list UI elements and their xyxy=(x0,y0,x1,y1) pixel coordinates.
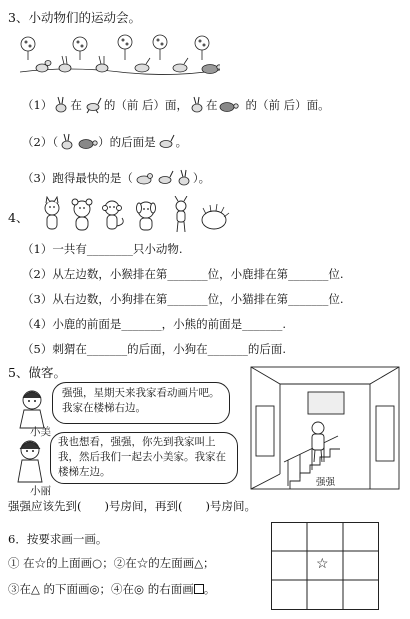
q3-s1-num: （1） xyxy=(22,98,53,112)
girl-xiaoli-figure xyxy=(12,438,48,488)
q6-line-2 xyxy=(8,581,215,597)
q4-line-2: （2）从左边数，小猴排在第_______位，小鹿排在第_______位. xyxy=(22,267,344,281)
animal-race-illustration xyxy=(20,30,220,82)
bubble-2-text: 我也想看，强强，你先到我家叫上我，然后我们一起去小美家。我家在楼梯左边。 xyxy=(58,436,226,478)
q3-s1-text2: 的（前 后）面。 xyxy=(245,98,330,112)
bubble-1-text: 强强，星期天来我家看动画片吧。我家在楼梯右边。 xyxy=(62,387,220,414)
deer-icon xyxy=(156,133,176,151)
q4-title: 4、 xyxy=(8,210,29,225)
q4-line-1: （1）一共有________只小动物. xyxy=(22,242,183,256)
q4-line-5: （5）刺猬在_______的后面，小狗在_______的后面. xyxy=(22,342,286,356)
boy-qiangqiang-label: 强强 xyxy=(316,477,336,488)
rabbit-icon xyxy=(188,96,206,114)
q3-s2 xyxy=(22,133,187,151)
q3-s3-num: （3）跑得最快的是（ xyxy=(22,171,133,185)
q3-s1 xyxy=(22,96,330,114)
q3-s3 xyxy=(22,169,210,187)
deer-icon xyxy=(82,96,104,114)
q3-s2-mid: ）的后面是 xyxy=(98,135,156,149)
q4-line-4: （4）小鹿的前面是_______，小熊的前面是_______. xyxy=(22,317,286,331)
deer-icon xyxy=(155,169,175,187)
q5-title: 5、做客。 xyxy=(8,365,66,380)
rabbit-icon xyxy=(52,96,70,114)
name-xiaomei: 小美 xyxy=(30,426,51,438)
animal-lineup-illustration xyxy=(38,196,230,236)
q6-title: 6．按要求画一画。 xyxy=(8,532,108,546)
name-xiaoli: 小丽 xyxy=(30,485,51,497)
q5-answer: 强强应该先到( )号房间，再到( )号房间。 xyxy=(8,499,256,513)
q6-line-1: ① 在☆的上面画○；②在☆的左面画△； xyxy=(8,556,215,570)
rabbit-icon xyxy=(175,169,193,187)
grid-center-star: ☆ xyxy=(316,556,329,572)
turtle-icon xyxy=(217,96,239,114)
square-symbol xyxy=(194,584,204,594)
rabbit-icon xyxy=(58,133,76,151)
q6-line-2-end: 。 xyxy=(203,582,216,596)
q3-s2-end: 。 xyxy=(175,135,188,149)
q3-s2-num: （2）（ xyxy=(22,135,59,149)
q3-s1-zai2: 在 xyxy=(205,98,218,112)
stairwell-scene xyxy=(250,366,400,490)
q3-s3-end: ）。 xyxy=(192,171,211,185)
q3-s1-zai1: 在 xyxy=(70,98,82,112)
q3-title: 3、小动物们的运动会。 xyxy=(8,10,141,25)
cat-icon xyxy=(133,169,155,187)
q4-line-3: （3）从右边数，小狗排在第_______位，小猫排在第_______位. xyxy=(22,292,344,306)
turtle-icon xyxy=(76,133,98,151)
q3-s1-text1: 的（前 后）面， xyxy=(103,98,188,112)
q6-line-2-text: ③在△ 的下面画◎；④在◎ 的右面画 xyxy=(8,582,194,596)
